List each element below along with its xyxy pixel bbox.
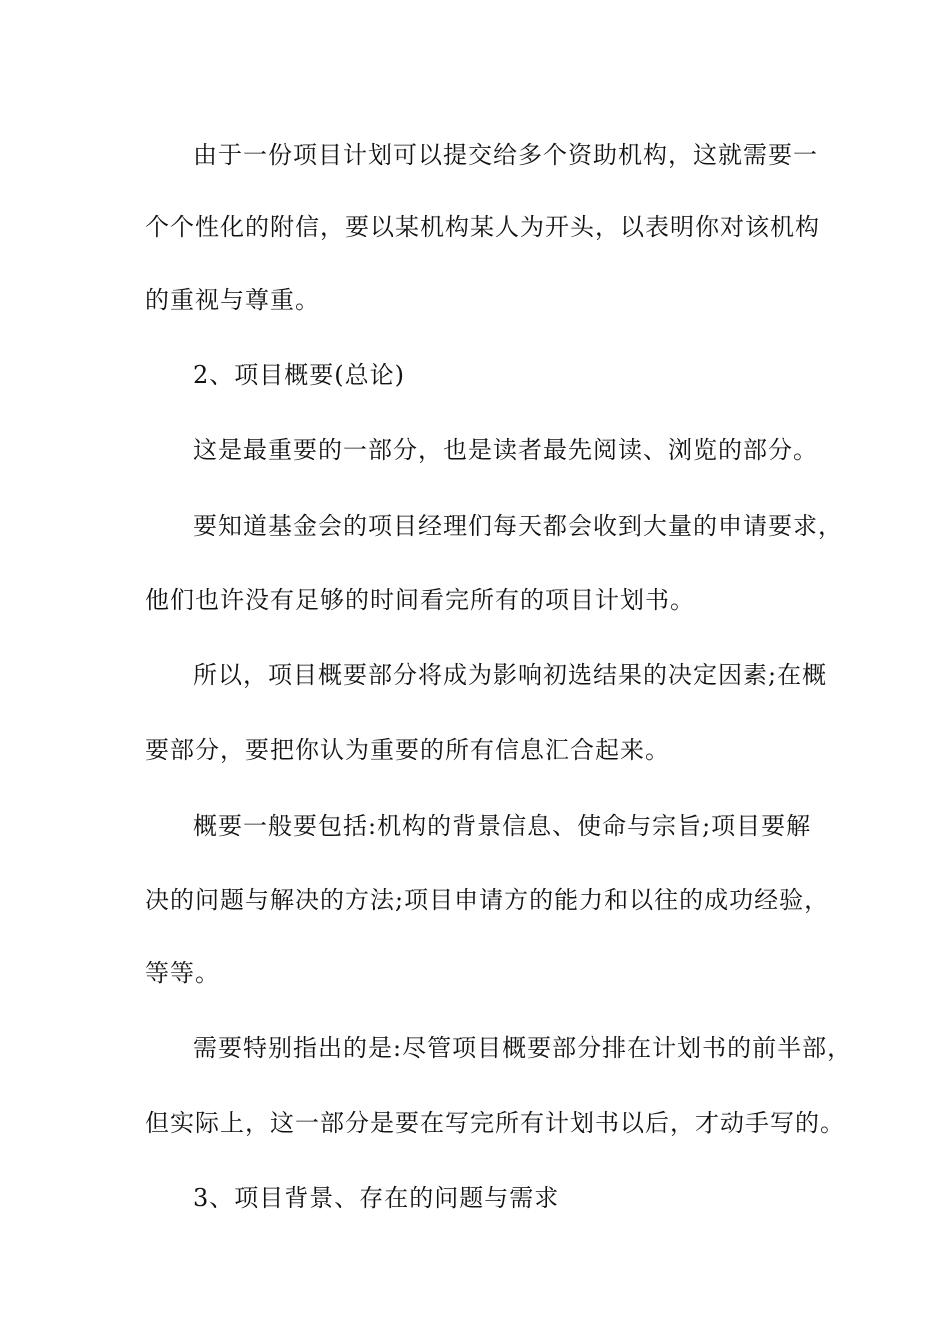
paragraph-line: 他们也许没有足够的时间看完所有的项目计划书。 [145, 586, 695, 614]
section-heading: 2、项目概要(总论) [193, 361, 405, 389]
paragraph-line: 但实际上，这一部分是要在写完所有计划书以后，才动手写的。 [145, 1109, 845, 1137]
paragraph-line: 要部分，要把你认为重要的所有信息汇合起来。 [145, 736, 670, 764]
paragraph-line: 个个性化的附信，要以某机构某人为开头，以表明你对该机构 [145, 213, 820, 241]
paragraph-line: 所以，项目概要部分将成为影响初选结果的决定因素;在概 [193, 661, 828, 689]
paragraph-line: 由于一份项目计划可以提交给多个资助机构，这就需要一 [193, 141, 818, 169]
paragraph-line: 等等。 [145, 959, 220, 987]
paragraph-line: 概要一般要包括:机构的背景信息、使命与宗旨;项目要解 [193, 812, 812, 840]
paragraph-line: 决的问题与解决的方法;项目申请方的能力和以往的成功经验， [145, 886, 830, 914]
paragraph-line: 需要特别指出的是:尽管项目概要部分排在计划书的前半部， [193, 1034, 853, 1062]
paragraph-line: 要知道基金会的项目经理们每天都会收到大量的申请要求， [193, 512, 843, 540]
section-heading: 3、项目背景、存在的问题与需求 [193, 1184, 560, 1212]
paragraph-line: 这是最重要的一部分，也是读者最先阅读、浏览的部分。 [193, 436, 818, 464]
paragraph-line: 的重视与尊重。 [145, 286, 320, 314]
